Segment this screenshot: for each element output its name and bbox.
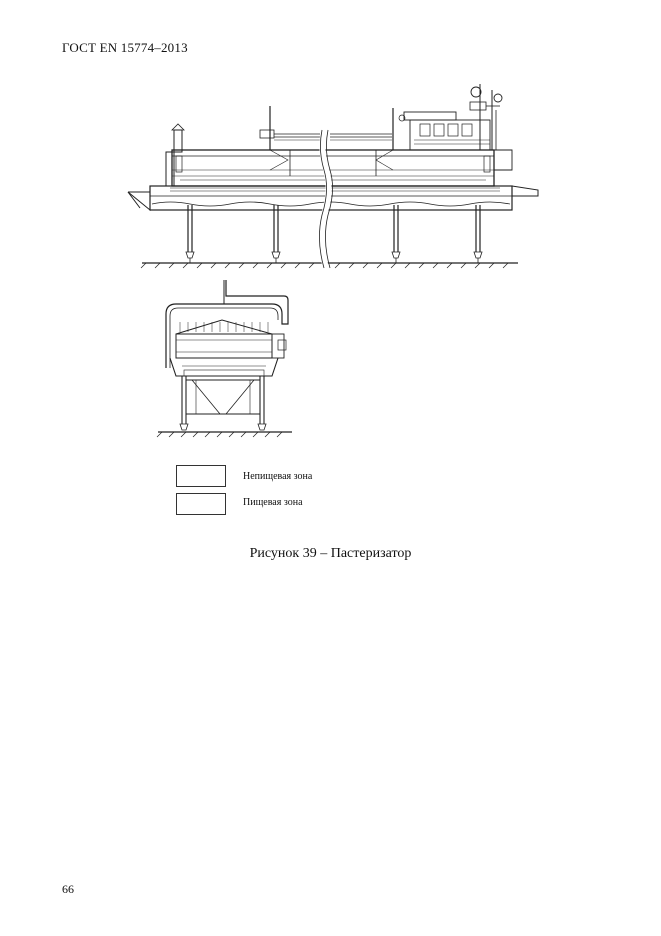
legend-label-non-food-zone: Непищевая зона xyxy=(243,471,313,482)
legend-swatch-food-zone xyxy=(176,493,226,515)
figure-caption: Рисунок 39 – Пастеризатор xyxy=(249,546,412,561)
page-number: 66 xyxy=(62,882,74,896)
legend-label-food-zone: Пищевая зона xyxy=(243,497,303,508)
standard-header: ГОСТ EN 15774–2013 xyxy=(62,40,188,55)
cross-section-view xyxy=(157,280,292,437)
side-view xyxy=(128,84,538,268)
legend-swatch-non-food-zone xyxy=(176,465,226,487)
